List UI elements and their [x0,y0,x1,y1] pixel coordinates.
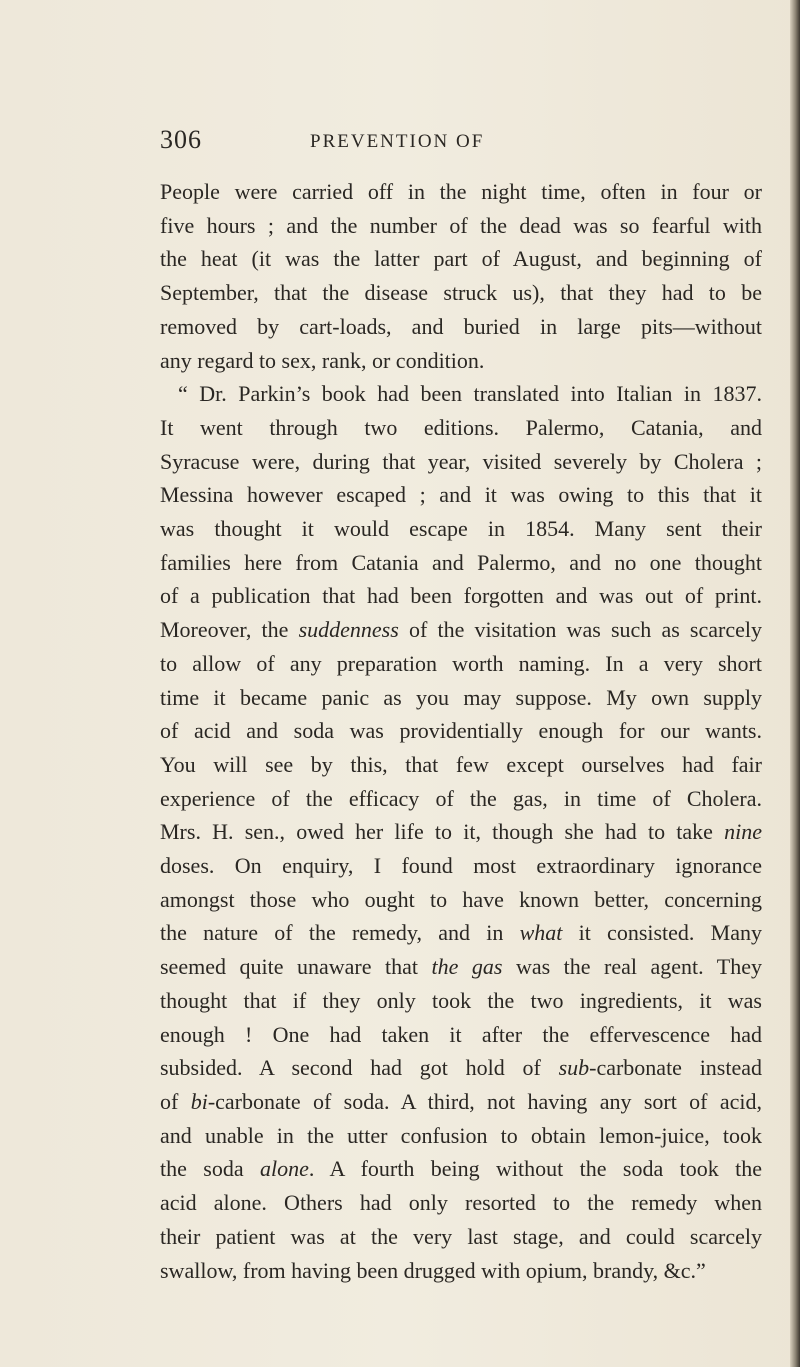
text-line: experience of the efficacy of the gas, in time of Cholera. [160,785,762,811]
text-line: amongst those who ought to have known better, concerning [160,886,762,912]
text-line: Syracuse were, during that year, visited severely by Cholera ; [160,448,762,474]
text-line: enough ! One had taken it after the effervescence had [160,1021,762,1047]
italic-word: sub [558,1055,590,1081]
text-segment: Moreover, the [160,617,299,643]
text-segment: -carbonate instead [589,1055,762,1081]
text-line: was thought it would escape in 1854. Many sent their [160,516,762,542]
text-line: You will see by this, that few except ourselves had fair [160,751,762,777]
italic-word: alone [259,1156,309,1182]
text-line: People were carried off in the night time, often in four or [160,179,762,204]
italic-word: bi [190,1088,208,1114]
text-line: of acid and soda was providentially enough for our wants. [160,718,762,744]
text-line: Messina however escaped ; and it was owing to this that it [160,482,762,508]
text-line: thought that if they only took the two ingredients, it was [160,987,762,1013]
text-segment: . A fourth being without the soda took the [308,1156,762,1182]
text-line: their patient was at the very last stage, and could scarcely [160,1223,762,1249]
text-line: doses. On enquiry, I found most extraordinary ignorance [160,853,762,879]
text-segment: subsided. A second had got hold of [160,1055,559,1081]
text-segment: Mrs. H. sen., owed her life to it, though she had to take [160,819,725,845]
italic-word: nine [724,819,762,845]
text-line [160,613,762,647]
text-segment: the nature of the remedy, and in [160,920,520,946]
text-line: September, that the disease struck us), that they had to be [160,280,762,306]
text-line [160,1152,762,1186]
text-line: to allow of any preparation worth naming. In a very short [160,650,762,676]
italic-word: suddenness [298,617,399,643]
text-line: of a publication that had been forgotten and was out of print. [160,583,762,609]
italic-word: what [519,920,563,946]
text-segment: of the visitation was such as scarcely [398,617,762,643]
body-text [160,175,762,1287]
page-header [160,125,780,165]
text-line [160,1085,762,1119]
text-line: swallow, from having been drugged with opium, brandy, &c.” [160,1257,706,1283]
text-line [160,1051,762,1085]
text-line: removed by cart-loads, and buried in large pits—without [160,313,762,339]
running-head: PREVENTION OF [310,131,485,152]
text-line [160,950,762,984]
text-line [160,916,762,950]
text-line: any regard to sex, rank, or condition. [160,347,485,373]
text-line: five hours ; and the number of the dead was so fearful with [160,212,762,238]
text-segment: it consisted. Many [562,920,762,946]
text-line: and unable in the utter confusion to obtain lemon-juice, took [160,1122,762,1148]
text-segment: of [160,1088,191,1114]
text-segment: was the real agent. They [502,954,762,980]
text-segment: the soda [160,1156,260,1182]
text-line: It went through two editions. Palermo, Catania, and [160,414,762,440]
page-edge-shadow [790,0,800,1367]
text-line: families here from Catania and Palermo, and no one thought [160,549,762,575]
text-segment: -carbonate of soda. A third, not having any sort of acid, [207,1088,762,1114]
text-line [160,815,762,849]
text-line: the heat (it was the latter part of August, and beginning of [160,246,762,272]
text-line: “ Dr. Parkin’s book had been translated into Italian in 1837. [178,381,762,407]
text-line: time it became panic as you may suppose. My own supply [160,684,762,710]
page-number: 306 [160,125,202,154]
italic-word: the gas [431,954,503,980]
text-segment: seemed quite unaware that [160,954,432,980]
text-line: acid alone. Others had only resorted to the remedy when [160,1190,762,1216]
